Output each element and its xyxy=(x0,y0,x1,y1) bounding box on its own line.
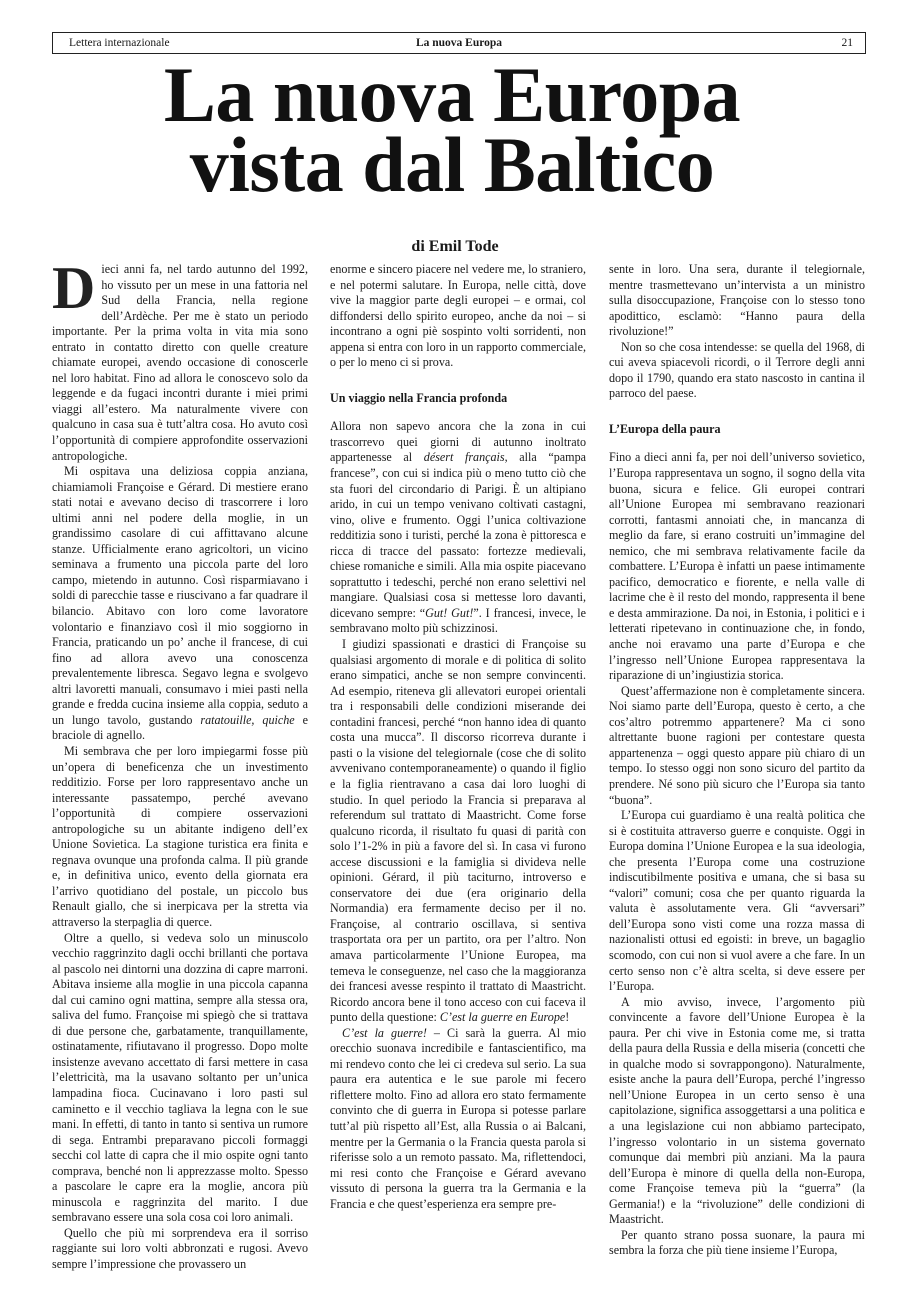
header-section: Lettera internazionale xyxy=(69,37,170,49)
drop-cap: D xyxy=(52,255,96,321)
paragraph: sente in loro. Una sera, durante il telegiornale, mentre trasmettevano un’intervista a un ministro sulla disoccupazione, Françoise con lo stesso tono apodittico, esclamò: “Hanno paura della rivoluzione!” xyxy=(609,262,865,339)
paragraph: Mi sembrava che per loro impiegarmi fosse più un’opera di beneficenza che un investimento redditizio. Forse per loro rappresentavo anche un interessante passatempo, perché avevano l’opportunità di compiere osservazioni antropologiche su un abitante indigeno dell’ex Unione Sovietica. La stagione turistica era finita e regnava ovunque una profonda calma. Il più grande e, in definitiva unico, evento della giornata era l’arrivo quotidiano del postale, un piccolo bus Renault giallo, che si inerpicava per la stretta via attraverso la sterpaglia di querce. xyxy=(52,743,308,929)
paragraph: I giudizi spassionati e drastici di Françoise su qualsiasi argomento di morale e di politica di solito erano simpatici, anche se non sempre convincenti. Ad esempio, riteneva gli allevatori europei orientali tra i responsabili delle condizioni miserande dei contadini francesi, perché “non hanno idea di quanto costa una mucca”. Il discorso ricorreva durante i pasti o la visione del telegiornale (cose che di solito avvenivano contemporaneamente) o quando il figlio e la figlia rientravano a casa dai loro luoghi di studio. In quel periodo la Francia si preparava al referendum sul trattato di Maastricht. Come forse qualcuno ricorda, il risultato fu quasi di parità con solo l’1-2% in più a favore del sì. In casa vi furono accese discussioni e la famiglia si divideva nelle opinioni. Gérard, il più taciturno, introverso e conservatore dei due (era originario della Normandia) era fermamente deciso per il no. Françoise, al contrario oscillava, si sentiva trasportata ora per un partito, ora per l’altro. Non amava particolarmente l’Unione Europea, ma temeva le conseguenze, nel caso che la maggioranza dei francesi avesse respinto il trattato di Maastricht. Ricordo ancora bene il tono acceso con cui faceva il punto della questione: C’est la guerre en Europe! xyxy=(330,637,586,1025)
section-heading: L’Europa della paura xyxy=(609,421,721,436)
byline: di Emil Tode xyxy=(411,238,499,255)
paragraph: Dieci anni fa, nel tardo autunno del 1992, ho vissuto per un mese in una fattoria nel Sud della Francia, nella regione dell’Ardèche. Per me è stato un periodo importante. Per la prima volta in vita mia sono entrato in contatto diretto con quelle creature chiamate europei, avendo occasione di conoscerle nel loro habitat. Fino ad allora le conoscevo solo da leggende e da fugaci incontri durante i miei primi viaggi all’estero. Ma naturalmente vivere con qualcuno in casa sua è tutt’altra cosa. Ho avuto così l’opportunità di compiere approfondite osservazioni antropologiche. xyxy=(52,255,308,463)
paragraph: Per quanto strano possa suonare, la paura mi sembra la forza che più tiene insieme l’Europa, xyxy=(609,1227,865,1258)
column-2 xyxy=(330,262,586,1262)
paragraph: C’est la guerre! – Ci sarà la guerra. Al mio orecchio suonava incredibile e fantascientifico, ma mi rendevo conto che lei ci credeva sul serio. La sua paura era autentica e le sue parole mi fecero riflettere molto. Fino ad allora ero stato fermamente convinto che di guerra in Europa si potesse parlare tutt’al più rispetto all’Est, alla Russia o ai Balcani, mentre per la Germania o la Francia questa parola si riferisse solo a un remoto passato. Ma, riflettendoci, mi resi conto che Françoise e Gérard avevano vissuto di persona la guerra tra la Germania e la Francia e che quest’esperienza era sempre pre- xyxy=(330,1025,586,1211)
paragraph: A mio avviso, invece, l’argomento più convincente a favore dell’Unione Europea è la paura. Per chi vive in Estonia come me, si tratta della paura della Russia e della miseria (concetti che in qualche modo si sovrappongono). Naturalmente, esiste anche la paura dell’Europa, perché l’ingresso nell’Unione Europea in un certo senso è una capitolazione, significa assoggettarsi a una politica e a una legislazione cui non abbiamo partecipato, l’ingresso volontario in un sistema governato comunque dai membri più anziani. Ma la paura dell’Europa è minore di quella della non-Europa, come Françoise temeva più la “guerra” (la Germania!) e la “rivoluzione” delle condizioni di Maastricht. xyxy=(609,994,865,1227)
page-number: 21 xyxy=(841,37,853,49)
column-3 xyxy=(609,262,865,1262)
paragraph: enorme e sincero piacere nel vedere me, lo straniero, e nel potermi salutare. In Europa, nelle città, dove vive la maggior parte degli europei – e ormai, col diffondersi dello spirito europeo, anche da noi – si incontrano a ogni piè sospinto volti sorridenti, non appena si entra con loro in un rapporto commerciale, o per lo meno ci si prova. xyxy=(330,262,586,370)
header-running-title: La nuova Europa xyxy=(415,37,503,49)
column-1 xyxy=(52,255,308,1271)
paragraph: Quest’affermazione non è completamente sincera. Noi siamo parte dell’Europa, questo è certo, a che cos’altro potremmo appartenere? Ma ci sono altrettante buone ragioni per contestare questa appartenenza – oggi questo appare più chiaro di un tempo. Io stesso oggi non sono sicuro del partito da prendere. Né sono più sicuro che l’Europa sia tanto “buona”. xyxy=(609,683,865,807)
paragraph: Mi ospitava una deliziosa coppia anziana, chiamiamoli Françoise e Gérard. Di mestiere erano stati notai e avevano deciso di trascorrere i loro ultimi anni nel podere della moglie, in un grandissimo casolare di cui affittavano alcune stanze. Ufficialmente erano agricoltori, un vicino seminava a frumento una piccola parte del loro campo, mietendo in autunno. Così risparmiavano i soldi di parecchie tasse e riuscivano a far quadrare il bilancio. Abitavo con loro come lavoratore volontario e finanziavo così il mio soggiorno in Francia, praticando un po’ anche il francese, di cui fino ad allora avevo una conoscenza prevalentemente libresca. Segavo legna e svolgevo altri lavoretti manuali, consumavo i miei pasti nella grande e fredda cucina insieme alla coppia, seduto a un lungo tavolo, gustando ratatouille, quiche e braciole di agnello. xyxy=(52,464,308,743)
paragraph: Allora non sapevo ancora che la zona in cui trascorrevo quei giorni di autunno inoltrato appartenesse al désert français, alla “pampa francese”, con cui si indica più o meno tutto ciò che sta fuori del circondario di Parigi. È un altipiano arido, in cui un tempo venivano coltivati castagni, vino, olive e frumento. Oggi l’unica coltivazione redditizia sono i turisti, perché la zona è pittoresca e ricca di tracce del passato: fortezze medievali, chiese romaniche e simili. Alla mia ospite piacevano soprattutto i tedeschi, perché non erano selettivi nel mangiare. Qualsiasi cosa si mettesse loro davanti, dicevano sempre: “Gut! Gut!”. I francesi, invece, le sembravano molto più schizzinosi. xyxy=(330,419,586,636)
title-line-2: vista dal Baltico xyxy=(189,121,715,208)
article-title xyxy=(40,51,864,208)
section-heading: Un viaggio nella Francia profonda xyxy=(330,390,508,405)
paragraph: Oltre a quello, si vedeva solo un minuscolo vecchio raggrinzito dagli occhi brillanti che portava al pascolo nei dintorni una dozzina di capre marroni. Abitava insieme alla moglie in una piccola capanna dal cui camino ogni mattina, sempre alla stessa ora, saliva del fumo. Françoise mi spiegò che si trattava di due persone che, garbatamente, tranquillamente, ostinatamente, rifiutavano il progresso. Dopo molte insistenze avevano accettato di farsi mettere in casa l’elettricità, ma la usavano soltanto per un’unica lampadina fioca. Cucinavano i loro pasti sul caminetto e il vecchio tagliava la legna con le sue mani. In effetti, di tanto in tanto si sentiva un rumore di sega. Entrambi preparavano piccoli formaggi secchi col latte di capra che il mio ospite ogni tanto comprava, benché non li apprezzasse molto. Spesso a pascolare le capre era la moglie, ancora più minuscola e raggrinzita del marito. I due sembravano essere una sola cosa coi loro animali. xyxy=(52,930,308,1225)
title-line-1: La nuova Europa xyxy=(163,51,741,138)
paragraph: Quello che più mi sorprendeva era il sorriso raggiante sui loro volti abbronzati e rugosi. Avevo sempre l’impressione che provassero un xyxy=(52,1225,308,1271)
paragraph: L’Europa cui guardiamo è una realtà politica che si è costituita attraverso guerre e conquiste. Oggi in Europa domina l’Unione Europea e la sua ideologia, che presenta l’Europa come una costruzione indiscutibilmente positiva e umana, che si basa su “valori” comuni; cosa che per quanto riguarda la valuta è assolutamente vera. Gli “avversari” dell’Europa sono visti come una rozza massa di nazionalisti ottusi ed egoisti: in breve, un bagaglio scomodo, con cui non si vuol avere a che fare. In un certo senso non c’è altra scelta, si deve essere per l’Europa. xyxy=(609,808,865,994)
paragraph: Non so che cosa intendesse: se quella del 1968, di cui aveva spiacevoli ricordi, o il Terrore degli anni dopo il 1790, quando era stato nascosto in cantina il parroco del paese. xyxy=(609,339,865,401)
paragraph: Fino a dieci anni fa, per noi dell’universo sovietico, l’Europa rappresentava un sogno, il sogno della vita buona, sicura e felice. Gli europei contrari all’Unione Europea mi sembravano reazionari corrotti, fantasmi annoiati che, in mancanza di meglio da fare, si erano costruiti un’immagine del nemico, che mi sembrava relativamente facile da combattere. L’Europa è infatti un paese intimamente pacifico, democratico e fiorente, e nella valle di lacrime che è il resto del mondo, rappresenta il bene e desta ammirazione. Da noi, in Estonia, i politici e i letterati ripetevano in continuazione che, in fondo, anche noi eravamo una parte d’Europa e che l’ingresso nell’Unione Europea rappresentava la riparazione di un’ingiustizia storica. xyxy=(609,450,865,683)
